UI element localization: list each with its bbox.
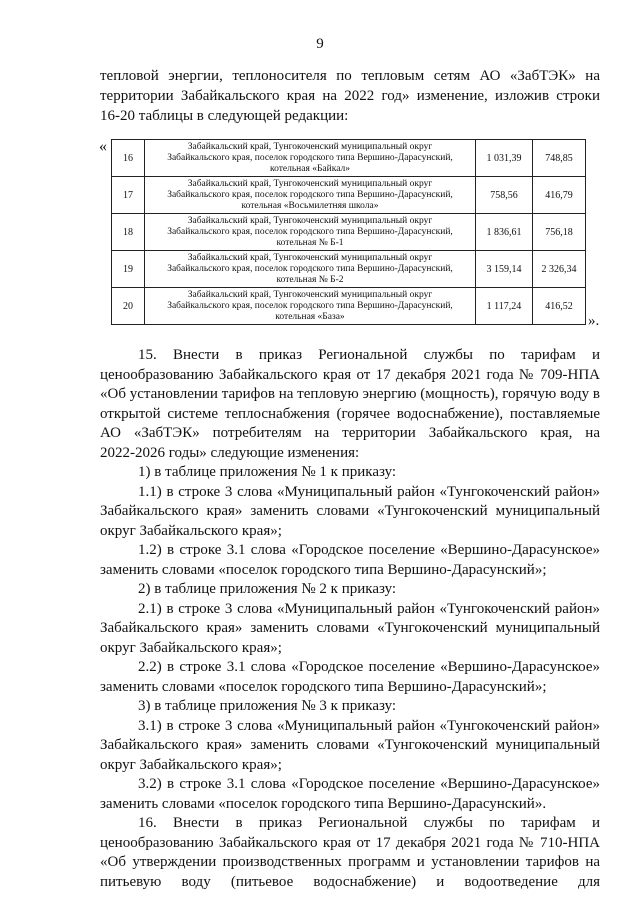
body-line: ценообразованию Забайкальского края от 17 декабря 2021 года № 710-НПА bbox=[100, 834, 600, 851]
row-description bbox=[145, 251, 476, 288]
description-line: Забайкальского края, поселок городского типа Вершино-Дарасунский, bbox=[167, 300, 453, 311]
description-line: Забайкальский край, Тунгокоченский муниципальный округ bbox=[187, 178, 433, 189]
row-number: 19 bbox=[112, 251, 145, 288]
body-text bbox=[100, 346, 600, 892]
row-description bbox=[145, 288, 476, 325]
table-row bbox=[112, 177, 586, 214]
row-description bbox=[145, 140, 476, 177]
table-row bbox=[112, 288, 586, 325]
body-line: заменить словами «поселок городского типа Вершино-Дарасунский»; bbox=[100, 678, 547, 695]
description-line: Забайкальский край, Тунгокоченский муниципальный округ bbox=[187, 252, 433, 263]
tariff-value-1: 1 031,39 bbox=[476, 140, 533, 177]
description-line: Забайкальского края, поселок городского типа Вершино-Дарасунский, bbox=[167, 263, 453, 274]
description-line: котельная № Б-1 bbox=[276, 237, 344, 248]
body-line: Забайкальского края» заменить словами «Тунгокоченский муниципальный bbox=[100, 737, 600, 753]
opening-quote: « bbox=[99, 138, 107, 155]
body-line: 2) в таблице приложения № 2 к приказу: bbox=[138, 581, 397, 597]
body-line: АО «ЗабТЭК» потребителям на территории Забайкальского края, на bbox=[100, 425, 600, 441]
body-line: заменить словами «поселок городского типа Вершино-Дарасунский»; bbox=[100, 561, 547, 578]
description-line: котельная «Байкал» bbox=[269, 163, 350, 174]
body-line: округ Забайкальского края»; bbox=[100, 756, 282, 773]
row-description bbox=[145, 214, 476, 251]
description-line: котельная № Б-2 bbox=[276, 274, 344, 285]
body-line: «Об установлении тарифов на тепловую энергию (мощность), горячую воду в bbox=[100, 386, 600, 402]
body-line: заменить словами «поселок городского типа Вершино-Дарасунский». bbox=[100, 795, 547, 812]
table-row bbox=[112, 140, 586, 177]
tariff-value-2: 2 326,34 bbox=[533, 251, 586, 288]
body-line: 3.2) в строке 3.1 слова «Городское поселение «Вершино-Дарасунское» bbox=[138, 776, 600, 792]
table-row bbox=[112, 251, 586, 288]
body-line: ценообразованию Забайкальского края от 17 декабря 2021 года № 709-НПА bbox=[100, 366, 600, 383]
body-line: 1) в таблице приложения № 1 к приказу: bbox=[138, 464, 397, 480]
intro-line: 16-20 таблицы в следующей редакции: bbox=[100, 108, 349, 124]
body-line: 2.2) в строке 3.1 слова «Городское поселение «Вершино-Дарасунское» bbox=[138, 659, 600, 675]
tariff-table bbox=[111, 139, 586, 325]
tariff-value-2: 756,18 bbox=[533, 214, 586, 251]
row-number: 20 bbox=[112, 288, 145, 325]
body-line: 2.1) в строке 3 слова «Муниципальный район «Тунгокоченский район» bbox=[138, 600, 600, 617]
tariff-value-1: 1 117,24 bbox=[476, 288, 533, 325]
body-line: «Об утверждении производственных программ и установлении тарифов на bbox=[100, 854, 600, 870]
page-number: 9 bbox=[316, 36, 324, 52]
row-number: 18 bbox=[112, 214, 145, 251]
tariff-value-1: 3 159,14 bbox=[476, 251, 533, 288]
tariff-value-2: 416,79 bbox=[533, 177, 586, 214]
body-line: округ Забайкальского края»; bbox=[100, 522, 282, 539]
body-line: питьевую воду (питьевое водоснабжение) и водоотведение для bbox=[100, 873, 600, 890]
tariff-value-2: 748,85 bbox=[533, 140, 586, 177]
description-line: котельная «База» bbox=[275, 311, 345, 322]
intro-line: тепловой энергии, теплоносителя по тепловым сетям АО «ЗабТЭК» на bbox=[100, 68, 600, 84]
body-line: 15. Внести в приказ Региональной службы по тарифам и bbox=[138, 347, 600, 363]
body-line: 16. Внести в приказ Региональной службы по тарифам и bbox=[138, 815, 600, 831]
description-line: котельная «Восьмилетняя школа» bbox=[241, 200, 379, 211]
intro-line: территории Забайкальского края на 2022 год» изменение, изложив строки bbox=[100, 88, 600, 104]
description-line: Забайкальский край, Тунгокоченский муниципальный округ bbox=[187, 141, 433, 152]
table-row bbox=[112, 214, 586, 251]
row-number: 17 bbox=[112, 177, 145, 214]
description-line: Забайкальского края, поселок городского типа Вершино-Дарасунский, bbox=[167, 189, 453, 200]
body-line: 1.1) в строке 3 слова «Муниципальный район «Тунгокоченский район» bbox=[138, 483, 600, 500]
description-line: Забайкальского края, поселок городского типа Вершино-Дарасунский, bbox=[167, 226, 453, 237]
description-line: Забайкальский край, Тунгокоченский муниципальный округ bbox=[187, 289, 433, 300]
row-number: 16 bbox=[112, 140, 145, 177]
body-line: 2022-2026 годы» следующие изменения: bbox=[100, 444, 360, 461]
body-line: округ Забайкальского края»; bbox=[100, 639, 282, 656]
body-line: 3) в таблице приложения № 3 к приказу: bbox=[138, 698, 397, 714]
tariff-value-1: 1 836,61 bbox=[476, 214, 533, 251]
body-line: 1.2) в строке 3.1 слова «Городское поселение «Вершино-Дарасунское» bbox=[138, 542, 600, 558]
body-line: Забайкальского края» заменить словами «Тунгокоченский муниципальный bbox=[100, 503, 600, 519]
tariff-value-2: 416,52 bbox=[533, 288, 586, 325]
tariff-value-1: 758,56 bbox=[476, 177, 533, 214]
description-line: Забайкальского края, поселок городского типа Вершино-Дарасунский, bbox=[167, 152, 453, 163]
body-line: открытой системе теплоснабжения (горячее водоснабжение), поставляемые bbox=[100, 405, 600, 422]
closing-quote: ». bbox=[588, 313, 600, 329]
description-line: Забайкальский край, Тунгокоченский муниципальный округ bbox=[187, 215, 433, 226]
intro-paragraph bbox=[100, 66, 600, 126]
row-description bbox=[145, 177, 476, 214]
body-line: Забайкальского края» заменить словами «Тунгокоченский муниципальный bbox=[100, 620, 600, 636]
body-line: 3.1) в строке 3 слова «Муниципальный район «Тунгокоченский район» bbox=[138, 717, 600, 734]
